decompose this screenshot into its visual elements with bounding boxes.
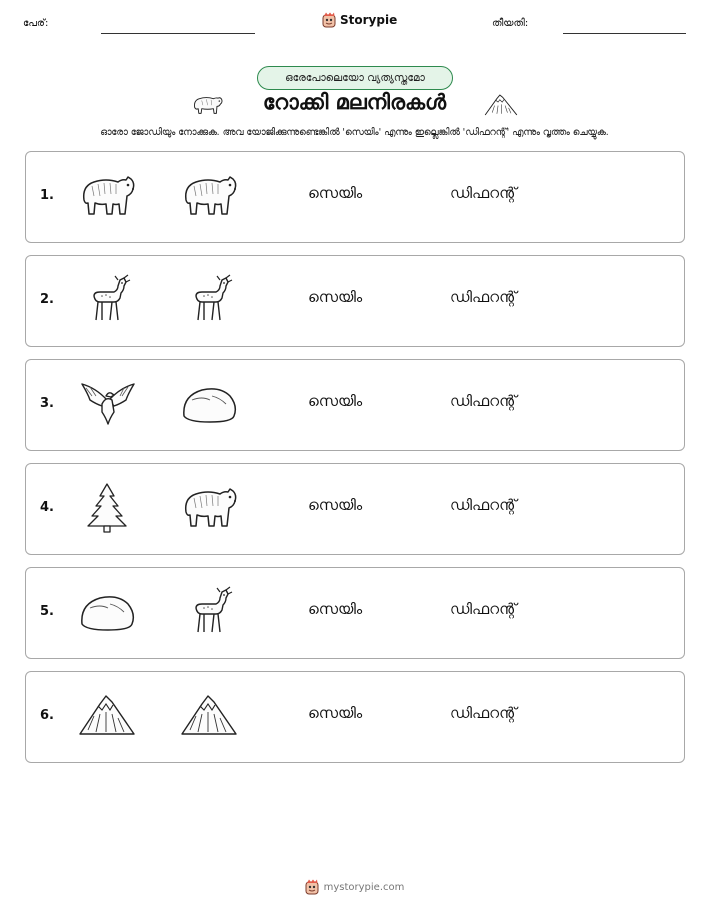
deer-icon [78,274,136,326]
question-number: 4. [40,500,54,515]
same-option[interactable]: സെയിം [308,704,363,722]
brand-name: Storypie [340,13,398,27]
bear-icon [78,170,136,222]
question-number: 5. [40,604,54,619]
mountain-icon [78,690,136,742]
brand-logo [322,12,397,28]
date-line[interactable] [563,33,686,34]
question-number: 3. [40,396,54,411]
same-option[interactable]: സെയിം [308,184,363,202]
same-option[interactable]: സെയിം [308,600,363,618]
different-option[interactable]: ഡിഫറന്റ് [450,600,517,618]
same-option[interactable]: സെയിം [308,496,363,514]
different-option[interactable]: ഡിഫറന്റ് [450,496,517,514]
footer [0,879,709,895]
deer-icon [180,586,238,638]
rock-icon [180,378,238,430]
question-row-3 [25,359,685,451]
storypie-logo-icon [305,879,319,895]
instructions: ഓരോ ജോഡിയും നോക്കുക. അവ യോജിക്കുന്നുണ്ടെങ്കിൽ 'സെയിം' എന്നും ഇല്ലെങ്കിൽ 'ഡിഫറന്റ്' എന്നും വൃത്തം ചെയ്യുക. [100,127,609,138]
question-row-6 [25,671,685,763]
question-number: 1. [40,188,54,203]
different-option[interactable]: ഡിഫറന്റ് [450,184,517,202]
question-number: 2. [40,292,54,307]
page-title: റോക്കി മലനിരകൾ [262,90,447,114]
name-line[interactable] [101,33,255,34]
worksheet-type-badge: ഒരേപോലെയോ വ്യത്യസ്തമോ [257,66,453,90]
different-option[interactable]: ഡിഫറന്റ് [450,392,517,410]
question-row-2 [25,255,685,347]
name-label: പേര്: [23,18,49,29]
eagle-icon [78,378,136,430]
same-option[interactable]: സെയിം [308,288,363,306]
deer-icon [180,274,238,326]
pine-tree-icon [78,482,136,534]
storypie-logo-icon [322,12,336,28]
question-row-5 [25,567,685,659]
footer-url[interactable]: mystorypie.com [323,881,405,893]
mountain-icon [180,690,238,742]
question-row-1 [25,151,685,243]
same-option[interactable]: സെയിം [308,392,363,410]
bear-icon [180,482,238,534]
question-row-4 [25,463,685,555]
date-label: തീയതി: [492,18,529,29]
mountain-icon [484,92,518,118]
rock-icon [78,586,136,638]
different-option[interactable]: ഡിഫറന്റ് [450,288,517,306]
bear-icon [180,170,238,222]
question-number: 6. [40,708,54,723]
different-option[interactable]: ഡിഫറന്റ് [450,704,517,722]
